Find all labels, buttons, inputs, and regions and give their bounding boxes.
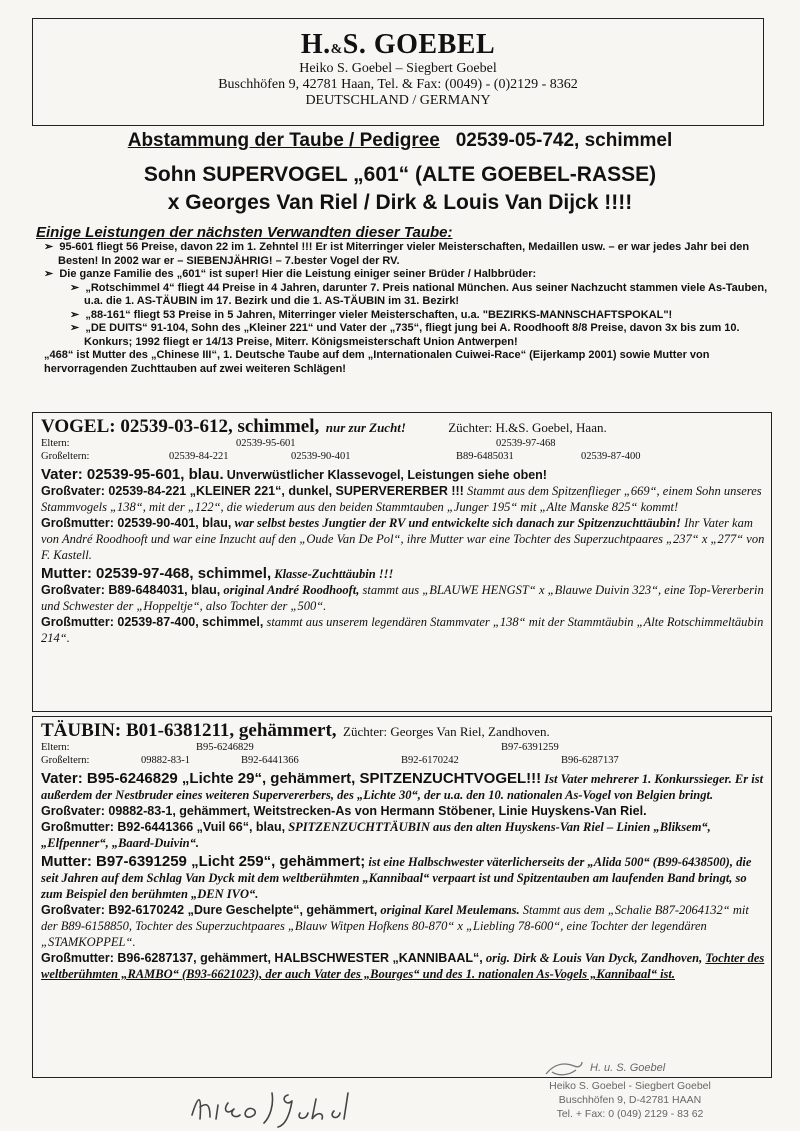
brand-name: H.&S. GOEBEL <box>300 29 496 60</box>
father-dam: Mutter: 02539-97-468, schimmel, Klasse-Zuchttäubin !!! <box>41 565 394 582</box>
header-box <box>32 18 764 126</box>
header-address: Buschhöfen 9, 42781 Haan, Tel. & Fax: (0049) - (0)2129 - 8362 <box>218 77 578 92</box>
father-parents-row: Eltern: 02539-95-601 02539-97-468 <box>41 438 556 449</box>
achievement-subitem: ➢ „Rotschimmel 4“ fliegt 44 Preise in 4 Jahren, darunter 7. Preis national München. Aus seiner Nachzucht stammen viele As-Tauben, u.a. die 1. AS-TÄUBIN im 17. Bezirk und die 1. AS-TÄUBIN im 31. Bezirk! <box>70 281 768 307</box>
achievements-heading: Einige Leistungen der nächsten Verwandten dieser Taube: <box>36 224 453 241</box>
mother-box <box>32 716 772 1078</box>
stamp-logo-text: H. u. S. Goebel <box>590 1062 666 1074</box>
mother-sire: Vater: B95-6246829 „Lichte 29“, gehämmert, SPITZENZUCHTVOGEL!!! Ist Vater mehrerer 1. Konkurssieger. Er ist außerdem der Nestbruder eines weiteren Supervererbers, des „Lichte 30“, der u.a. den 10. nationalen As-Vogel von Belgien bringt. <box>41 770 764 802</box>
mother-grandparents-row: Großeltern: 09882-83-1 B92-6441366 B92-6170242 B96-6287137 <box>41 755 619 766</box>
achievement-subitem: ➢ „DE DUITS“ 91-104, Sohn des „Kleiner 221“ und Vater der „735“, fliegt jung bei A. Roodhooft 8/8 Preise, davon 3x bis zum 10. Konkurs; 1992 fliegt er 14/13 Preise, Miterr. Königsmeisterschaft Union Antwerpen! <box>70 322 740 348</box>
achievement-item: ➢ Die ganze Familie des „601“ ist super! Hier die Leistung einiger seiner Brüder / Halbbrüder: <box>44 268 537 280</box>
pedigree-line-2: Sohn SUPERVOGEL „601“ (ALTE GOEBEL-RASSE) <box>143 163 657 186</box>
handwritten-signature <box>188 1085 388 1129</box>
mother-parents-row: Eltern: B95-6246829 B97-6391259 <box>41 742 559 753</box>
pedigree-title: Abstammung der Taube / Pedigree 02539-05-742, schimmel <box>127 130 673 151</box>
stamp-phone: Tel. + Fax: 0 (049) 2129 - 83 62 <box>556 1108 704 1120</box>
stamp-names: Heiko S. Goebel - Siegbert Goebel <box>549 1080 711 1092</box>
father-box <box>32 412 772 712</box>
father-dam-granddam: Großmutter: 02539-87-400, schimmel, stammt aus unserem legendären Stammvater „138“ mit der Stammtäubin „Alte Rotschimmeltäubin 214“. <box>41 615 764 645</box>
achievement-subitem: ➢ „88-161“ fliegt 53 Preise in 5 Jahren, Miterringer vieler Meisterschaften, u.a. "BEZIRKS-MANNSCHAFTSPOKAL"! <box>70 308 673 321</box>
stamp-address: Buschhöfen 9, D-42781 HAAN <box>558 1094 702 1106</box>
header-names: Heiko S. Goebel – Siegbert Goebel <box>299 61 497 76</box>
achievement-note: „468“ ist Mutter des „Chinese III“, 1. Deutsche Taube auf dem „Internationalen Cuiwei-Race“ (Eijerkamp 2001) sowie Mutter von hervorragenden Zuchttauben auf zwei weiteren Schlägen! <box>44 349 710 375</box>
mother-dam-grandsire: Großvater: B92-6170242 „Dure Geschelpte“, gehämmert, original Karel Meulemans. Stammt aus dem „Schalie B87-2064132“ mit der B89-6158850, Tochter des Superzuchtpaares „Blauw Witpen Hofkens 80-870“ x „Liebling 78-600“, eine Tochter der legendären „STAMKOPPEL“. <box>41 903 749 949</box>
mother-dam: Mutter: B97-6391259 „Licht 259“, gehämmert; ist eine Halbschwester väterlicherseits der „Alida 500“ (B99-6438500), die seit Jahren auf dem Schlag Van Dyck mit dem weltberühmten „Kannibaal“ verpaart ist und Spitzentauben am laufenden Band bringt, so zum Beispiel den berühmten „DEN IVO“. <box>41 853 752 901</box>
father-grandparents-row: Großeltern: 02539-84-221 02539-90-401 B89-6485031 02539-87-400 <box>41 451 641 462</box>
mother-dam-granddam: Großmutter: B96-6287137, gehämmert, HALBSCHWESTER „KANNIBAAL“, orig. Dirk & Louis Van Dyck, Zandhoven, Tochter des weltberühmten „RAMBO“ (B93-6621023), der auch Vater des „Bourges“ und des 1. nationalen As-Vogels „Kannibaal“ ist. <box>41 951 765 981</box>
pigeon-logo-icon <box>544 1058 584 1080</box>
father-sire: Vater: 02539-95-601, blau. Unverwüstlicher Klassevogel, Leistungen siehe oben! <box>41 466 547 483</box>
father-granddam: Großmutter: 02539-90-401, blau, war selbst bestes Jungtier der RV und entwickelte sich danach zur Spitzenzuchttäubin! Ihr Vater kam von André Roodhooft und war eine Inzucht auf den „Oude Van De Pol“, ihre Mutter war eine Tochter des Superzuchtpaares „237“ x „277“ von F. Kastell. <box>41 516 765 562</box>
breeder-stamp <box>500 1062 760 1126</box>
mother-grandsire: Großvater: 09882-83-1, gehämmert, Weitstrecken-As von Hermann Stöbener, Linie Huyskens-Van Riel. <box>41 804 647 818</box>
father-grandsire: Großvater: 02539-84-221 „KLEINER 221“, dunkel, SUPERVERERBER !!! Stammt aus dem Spitzenflieger „669“, einem Sohn unseres Stammvogels „138“, mit der „122“, die wiederum aus den beiden Stammtauben „Junger 195“ mit „Alte Manske 825“ kommt! <box>41 484 762 514</box>
achievements-section <box>36 224 776 376</box>
mother-granddam: Großmutter: B92-6441366 „Vuil 66“, blau, SPITZENZUCHTTÄUBIN aus den alten Huyskens-Van Riel – Linien „Bliksem“, „Elfpenner“, „Baard-Duivin“. <box>41 820 711 850</box>
mother-header: TÄUBIN: B01-6381211, gehämmert, Züchter: Georges Van Riel, Zandhoven. <box>41 720 550 741</box>
father-header: VOGEL: 02539-03-612, schimmel, nur zur Zucht! Züchter: H.&S. Goebel, Haan. <box>41 416 607 437</box>
achievement-item: ➢ 95-601 fliegt 56 Preise, davon 22 im 1. Zehntel !!! Er ist Miterringer vieler Meisterschaften, Medaillen usw. – er war jedes Jahr bei den Besten! In 2002 war er – SIEBENJÄHRIG! – 7.bester Vogel der RV. <box>44 241 750 267</box>
pedigree-line-3: x Georges Van Riel / Dirk & Louis Van Dijck !!!! <box>167 191 633 214</box>
father-dam-grandsire: Großvater: B89-6484031, blau, original André Roodhooft, stammt aus „BLAUWE HENGST“ x „Blauwe Duivin 323“, eine Top-Vererberin und Schwester der „Hoppeltje“, also Tochter der „500“. <box>41 583 764 613</box>
header-country: DEUTSCHLAND / GERMANY <box>305 93 491 108</box>
